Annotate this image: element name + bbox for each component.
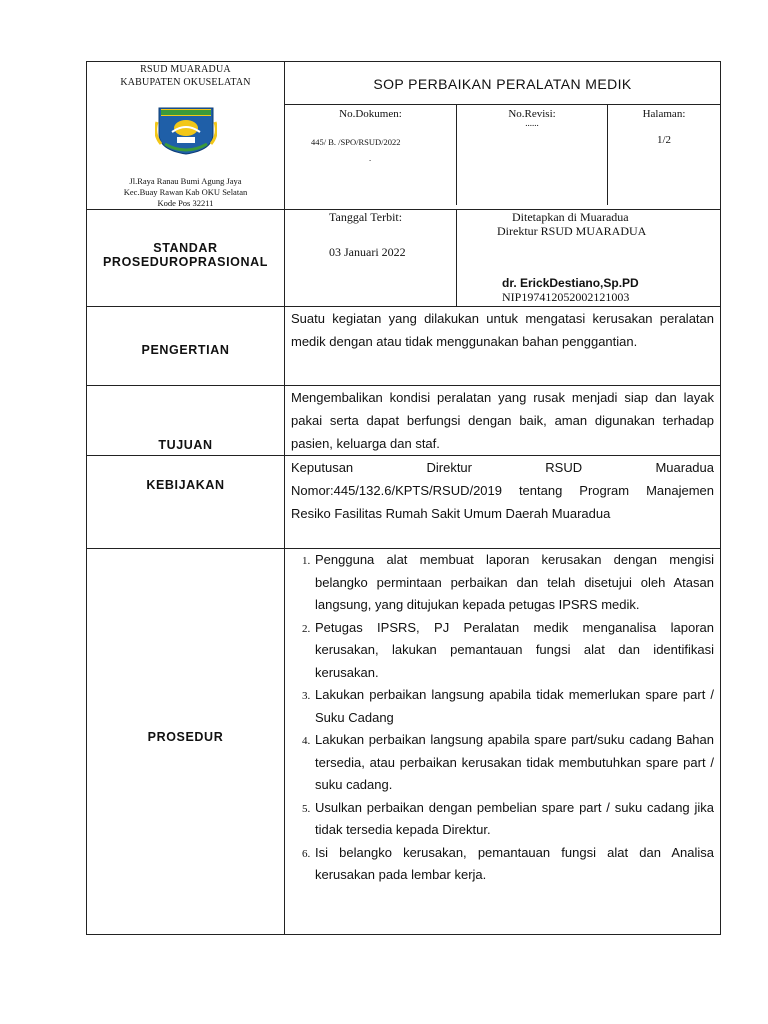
- postal-code: Kode Pos 32211: [157, 198, 214, 208]
- document-title: SOP PERBAIKAN PERALATAN MEDIK: [285, 62, 720, 105]
- prosedur-steps-cell: [285, 549, 721, 935]
- shield-logo-icon: [155, 104, 217, 156]
- prosedur-step: 4. Lakukan perbaikan langsung apabila spare part/suku cadang Bahan tersedia, atau perbaikan kerusakan tidak membutuhkan spare part / suku cadang.: [313, 729, 714, 797]
- doc-number-value: 445/ B. /SPO/RSUD/2022: [311, 137, 401, 147]
- address-line-1: Jl.Raya Ranau Bumi Agung Jaya: [129, 176, 242, 186]
- standar-label-cell: [87, 210, 285, 307]
- kebijakan-text-cell: [285, 456, 721, 549]
- address-line-2: Kec.Buay Rawan Kab OKU Selatan: [123, 187, 248, 197]
- pengertian-text: Suatu kegiatan yang dilakukan untuk mengatasi kerusakan peralatan medik dengan atau tidak menggunakan bahan penggantian.: [291, 311, 714, 349]
- standar-detail-cell: [285, 210, 721, 307]
- sop-table: [86, 61, 721, 935]
- issue-date-value: 03 Januari 2022: [329, 245, 406, 259]
- page-label: Halaman:: [642, 108, 686, 120]
- tujuan-label-cell: [87, 386, 285, 456]
- prosedur-step: 6. Isi belangko kerusakan, pemantauan fungsi alat dan Analisa kerusakan pada lembar kerja.: [313, 842, 714, 887]
- hospital-name: RSUD MUARADUA: [140, 64, 231, 75]
- regency-name: KABUPATEN OKUSELATAN: [120, 77, 251, 88]
- pengertian-label-cell: [87, 307, 285, 386]
- standar-label-line1: STANDAR: [153, 241, 218, 255]
- issue-date-cell: [285, 210, 457, 306]
- prosedur-label-cell: [87, 549, 285, 935]
- title-meta-cell: [285, 62, 721, 210]
- pengertian-text-cell: [285, 307, 721, 386]
- pengertian-label: PENGERTIAN: [141, 343, 230, 357]
- prosedur-step: 2. Petugas IPSRS, PJ Peralatan medik menganalisa laporan kerusakan, lakukan pemantauan fungsi alat dan identifikasi kerusakan.: [313, 617, 714, 685]
- revision-cell: [457, 105, 608, 205]
- prosedur-step: 3. Lakukan perbaikan langsung apabila tidak memerlukan spare part / Suku Cadang: [313, 684, 714, 729]
- prosedur-steps: [285, 549, 720, 887]
- regency-logo: [87, 104, 284, 156]
- doc-number-cell: [285, 105, 457, 205]
- kebijakan-label-cell: [87, 456, 285, 549]
- prosedur-label: PROSEDUR: [147, 729, 224, 744]
- tujuan-text: Mengembalikan kondisi peralatan yang rusak menjadi siap dan layak pakai serta dapat berfungsi dengan baik, aman digunakan terhadap pasien, keluarga dan staf.: [291, 390, 714, 451]
- director-nip: NIP197412052002121003: [502, 290, 630, 304]
- hospital-header-cell: [87, 62, 285, 210]
- revision-value: ......: [525, 118, 539, 128]
- director-name: dr. ErickDestiano,Sp.PD: [502, 276, 639, 290]
- set-in: Ditetapkan di Muaradua: [512, 210, 629, 224]
- issue-date-label: Tanggal Terbit:: [329, 210, 403, 224]
- prosedur-step: 1. Pengguna alat membuat laporan kerusakan dengan mengisi belangko permintaan perbaikan dan telah disetujui oleh Atasan langsung, yang ditujukan kepada petugas IPSRS medik.: [313, 549, 714, 617]
- page-cell: [608, 105, 720, 205]
- kebijakan-text: Keputusan Direktur RSUD Muaradua Nomor:445/132.6/KPTS/RSUD/2019 tentang Program Manajemen Resiko Fasilitas Rumah Sakit Umum Daerah Muaradua: [291, 460, 714, 521]
- doc-number-label: No.Dokumen:: [339, 108, 402, 120]
- doc-number-value-2: .: [369, 153, 372, 163]
- prosedur-step: 5. Usulkan perbaikan dengan pembelian spare part / suku cadang jika tidak tersedia kepada Direktur.: [313, 797, 714, 842]
- approval-cell: [457, 210, 720, 306]
- tujuan-label: TUJUAN: [158, 438, 213, 452]
- tujuan-text-cell: [285, 386, 721, 456]
- director-title: Direktur RSUD MUARADUA: [497, 224, 647, 238]
- revision-label: No.Revisi:: [508, 108, 556, 120]
- meta-row: [285, 105, 720, 205]
- standar-label-line2: PROSEDUROPRASIONAL: [103, 255, 268, 269]
- kebijakan-label: KEBIJAKAN: [146, 478, 225, 492]
- standar-detail-row: [285, 210, 720, 306]
- page-value: 1/2: [656, 134, 672, 146]
